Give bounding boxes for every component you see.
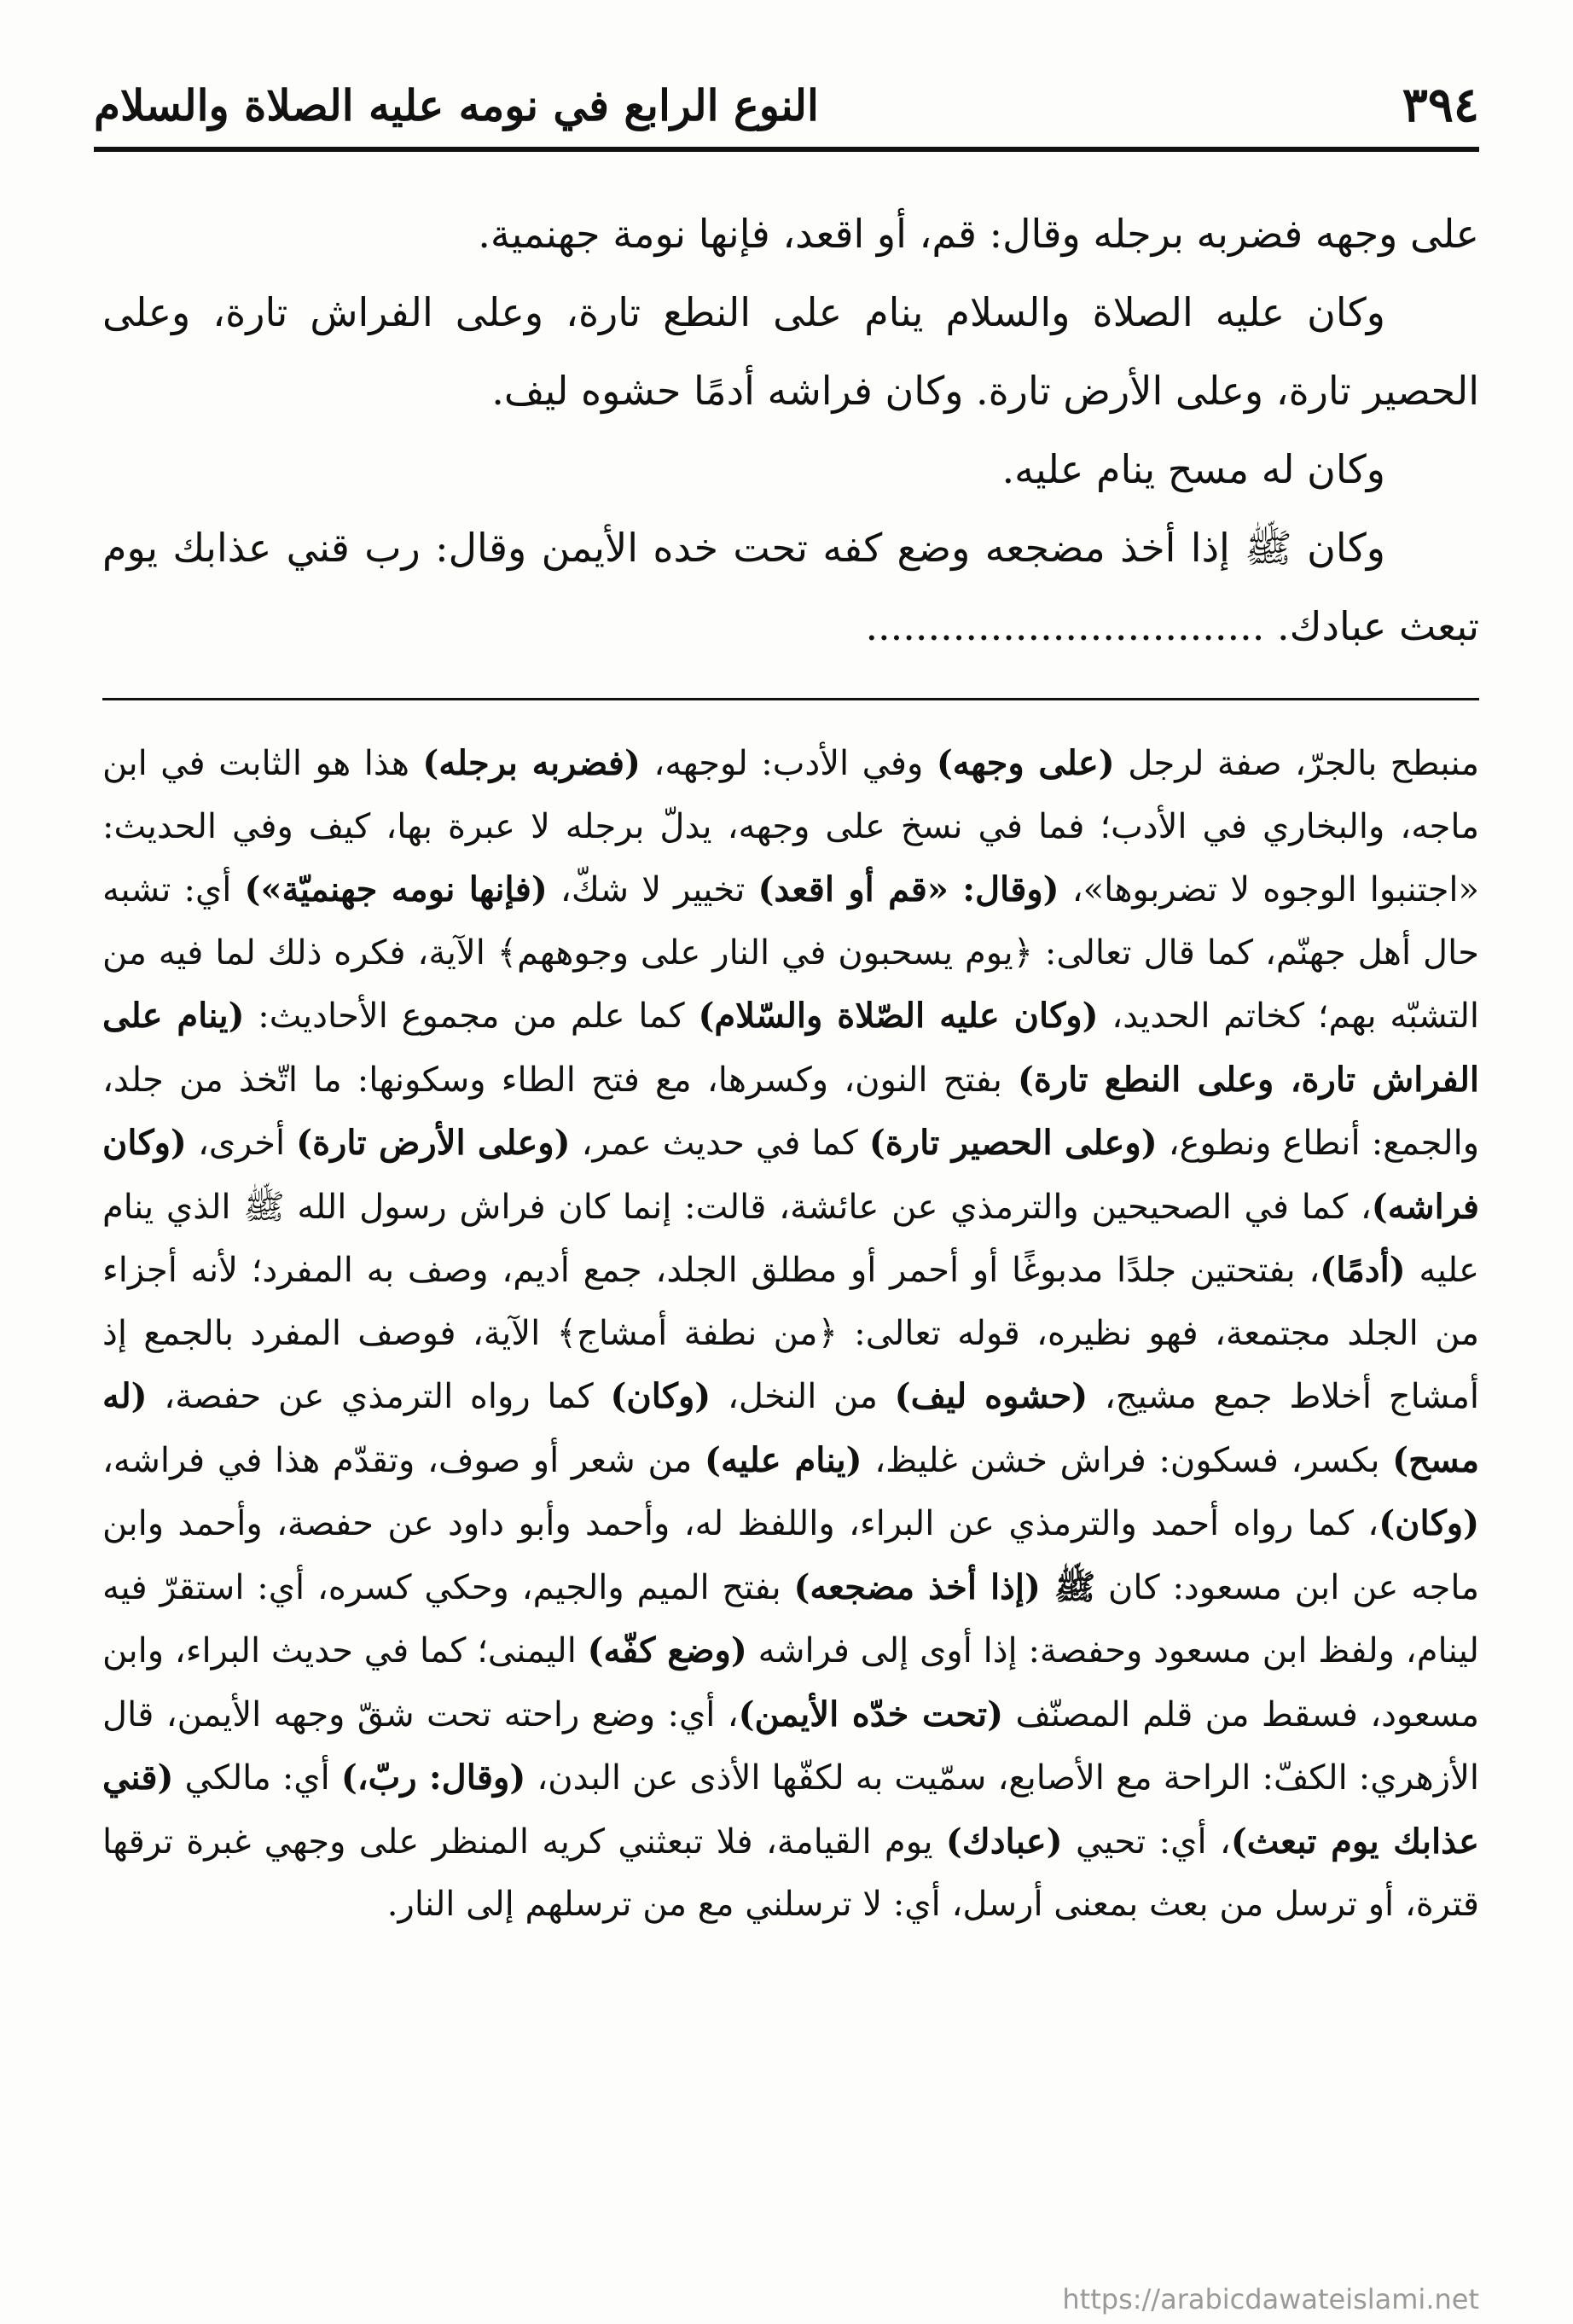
main-text [102, 195, 1479, 665]
commentary-paragraph [102, 732, 1479, 1937]
commentary-text: أخرى، [186, 1124, 297, 1163]
commentary-text: هذا هو الثابت في ابن ماجه، والبخاري في الأدب؛ فما في نسخ على وجهه، يدلّ برجله لا عبرة بها، كيف وفي الحديث: «اجتنبوا الوجوه لا تضربوها»، [102, 744, 1480, 909]
commentary-text: من النخل، [711, 1377, 895, 1416]
commentary-lemma: (وكان عليه الصّلاة والسّلام) [698, 996, 1099, 1036]
commentary-text: كما رواه الترمذي عن حفصة، [147, 1377, 611, 1416]
commentary-text: تخيير لا شكّ، [547, 870, 758, 909]
commentary-lemma: (وعلى الأرض تارة) [296, 1123, 571, 1163]
commentary-lemma: ﷺ (إذا أخذ مضجعه) [793, 1566, 1096, 1607]
commentary-lemma: (عبادك) [945, 1821, 1063, 1862]
commentary-lemma: (له مسح) [102, 1376, 1479, 1480]
commentary-text: وفي الأدب: لوجهه، [640, 744, 937, 783]
running-title: النوع الرابع في نومه عليه الصلاة والسلام [94, 79, 819, 131]
main-paragraph-text: وكان ﷺ إذا أخذ مضجعه وضع كفه تحت خده الأيمن وقال: رب قني عذابك يوم تبعث عبادك. [102, 525, 1479, 649]
commentary-lemma: (وكان) [610, 1376, 711, 1416]
commentary-text: اليمنى؛ كما في حديث البراء، وابن مسعود، فسقط من قلم المصنّف [102, 1631, 1480, 1734]
main-paragraph: وكان عليه الصلاة والسلام ينام على النطع تارة، وعلى الفراش تارة، وعلى الحصير تارة، وعلى الأرض تارة. وكان فراشه أدمًا حشوه ليف. [102, 289, 1479, 414]
commentary-lemma: (فضربه برجله) [422, 743, 641, 783]
commentary-text: بفتح النون، وكسرها، مع فتح الطاء وسكونها: ما اتّخذ من جلد، والجمع: أنطاع ونطوع، [102, 1060, 1480, 1163]
commentary-lemma: (فإنها نومه جهنميّة») [244, 869, 548, 909]
commentary-text: كما علم من مجموع الأحاديث: [244, 996, 699, 1036]
commentary-text: يوم القيامة، فلا تبعثني كريه المنظر على وجهي غبرة ترقها قترة، أو ترسل من بعث بمعنى أرسل، أي: لا ترسلني مع من ترسلهم إلى النار. [102, 1821, 1479, 1924]
header-rule [94, 147, 1479, 152]
ellipsis: ................................ [865, 603, 1265, 649]
commentary-lemma: (وقال: «قم أو اقعد) [757, 869, 1059, 909]
commentary-text: أي: مالكي [173, 1758, 341, 1798]
commentary-text: بكسر، فسكون: فراش خشن غليظ، [862, 1440, 1393, 1480]
running-header [94, 67, 1479, 143]
commentary-text: بفتح الميم والجيم، وحكي كسره، أي: استقرّ فيه لينام، ولفظ ابن مسعود وحفصة: إذا أوى إلى فراشه [102, 1567, 1479, 1670]
commentary-lemma: (وكان فراشه) [102, 1123, 1479, 1227]
commentary-lemma: (قني عذابك يوم تبعث) [102, 1758, 1480, 1862]
commentary-lemma: (حشوه ليف) [894, 1376, 1088, 1416]
commentary-text: كما في حديث عمر، [570, 1124, 869, 1163]
commentary-text: من شعر أو صوف، وتقدّم هذا في فراشه، [102, 1440, 705, 1480]
commentary-text: منبطح بالجرّ، صفة لرجل [1114, 744, 1479, 783]
commentary [102, 732, 1479, 1937]
commentary-lemma: (وكان) [1379, 1503, 1479, 1543]
commentary-lemma: (وقال: ربّ،) [340, 1758, 526, 1798]
commentary-lemma: (وضع كفّه) [587, 1630, 747, 1670]
commentary-text: أي: تشبه حال أهل جهنّم، كما قال تعالى: ﴿يوم يسحبون في النار على وجوههم﴾ الآية، فكره ذلك لما فيه من التشبّه بهم؛ كخاتم الحديد، [102, 870, 1480, 1036]
commentary-text: ، أي: تحيي [1062, 1821, 1231, 1862]
commentary-text: ، بفتحتين جلدًا مدبوغًا أو أحمر أو مطلق الجلد، جمع أديم، وصف به المفرد؛ لأنه أجزاء من الجلد مجتمعة، فهو نظيره، قوله تعالى: ﴿من نطفة أمشاج﴾ الآية، فوصف المفرد بالجمع إذ أمشاج أخلاط جمع مشيج، [102, 1251, 1480, 1416]
commentary-text: ، كما في الصحيحين والترمذي عن عائشة، قالت: إنما كان فراش رسول الله ﷺ الذي ينام عليه [102, 1187, 1479, 1290]
main-paragraph [102, 508, 1479, 665]
watermark-url: https://arabicdawateislami.net [1062, 2283, 1479, 2315]
main-paragraph: وكان له مسح ينام عليه. [1001, 446, 1385, 492]
page-number: ٣٩٤ [1402, 77, 1479, 133]
commentary-text: ، كما رواه أحمد والترمذي عن البراء، واللفظ له، وأحمد وأبو داود عن حفصة، وأحمد وابن ماجه عن ابن مسعود: كان [102, 1504, 1480, 1607]
main-paragraph: على وجهه فضربه برجله وقال: قم، أو اقعد، فإنها نومة جهنمية. [478, 211, 1479, 257]
commentary-lemma: (على وجهه) [936, 743, 1115, 783]
commentary-lemma: (وعلى الحصير تارة) [868, 1123, 1158, 1163]
commentary-lemma: (ينام عليه) [705, 1439, 862, 1480]
commentary-lemma: (تحت خدّه الأيمن) [738, 1694, 1004, 1734]
commentary-lemma: (ينام على الفراش تارة، وعلى النطع تارة) [102, 996, 1480, 1100]
commentary-text: ، أي: وضع راحته تحت شقّ وجهه الأيمن، قال الأزهري: الكفّ: الراحة مع الأصابع، سمّيت به لكفّها الأذى عن البدن، [102, 1694, 1479, 1798]
commentary-lemma: (أدمًا) [1320, 1250, 1406, 1290]
footnote-separator [102, 698, 1479, 700]
